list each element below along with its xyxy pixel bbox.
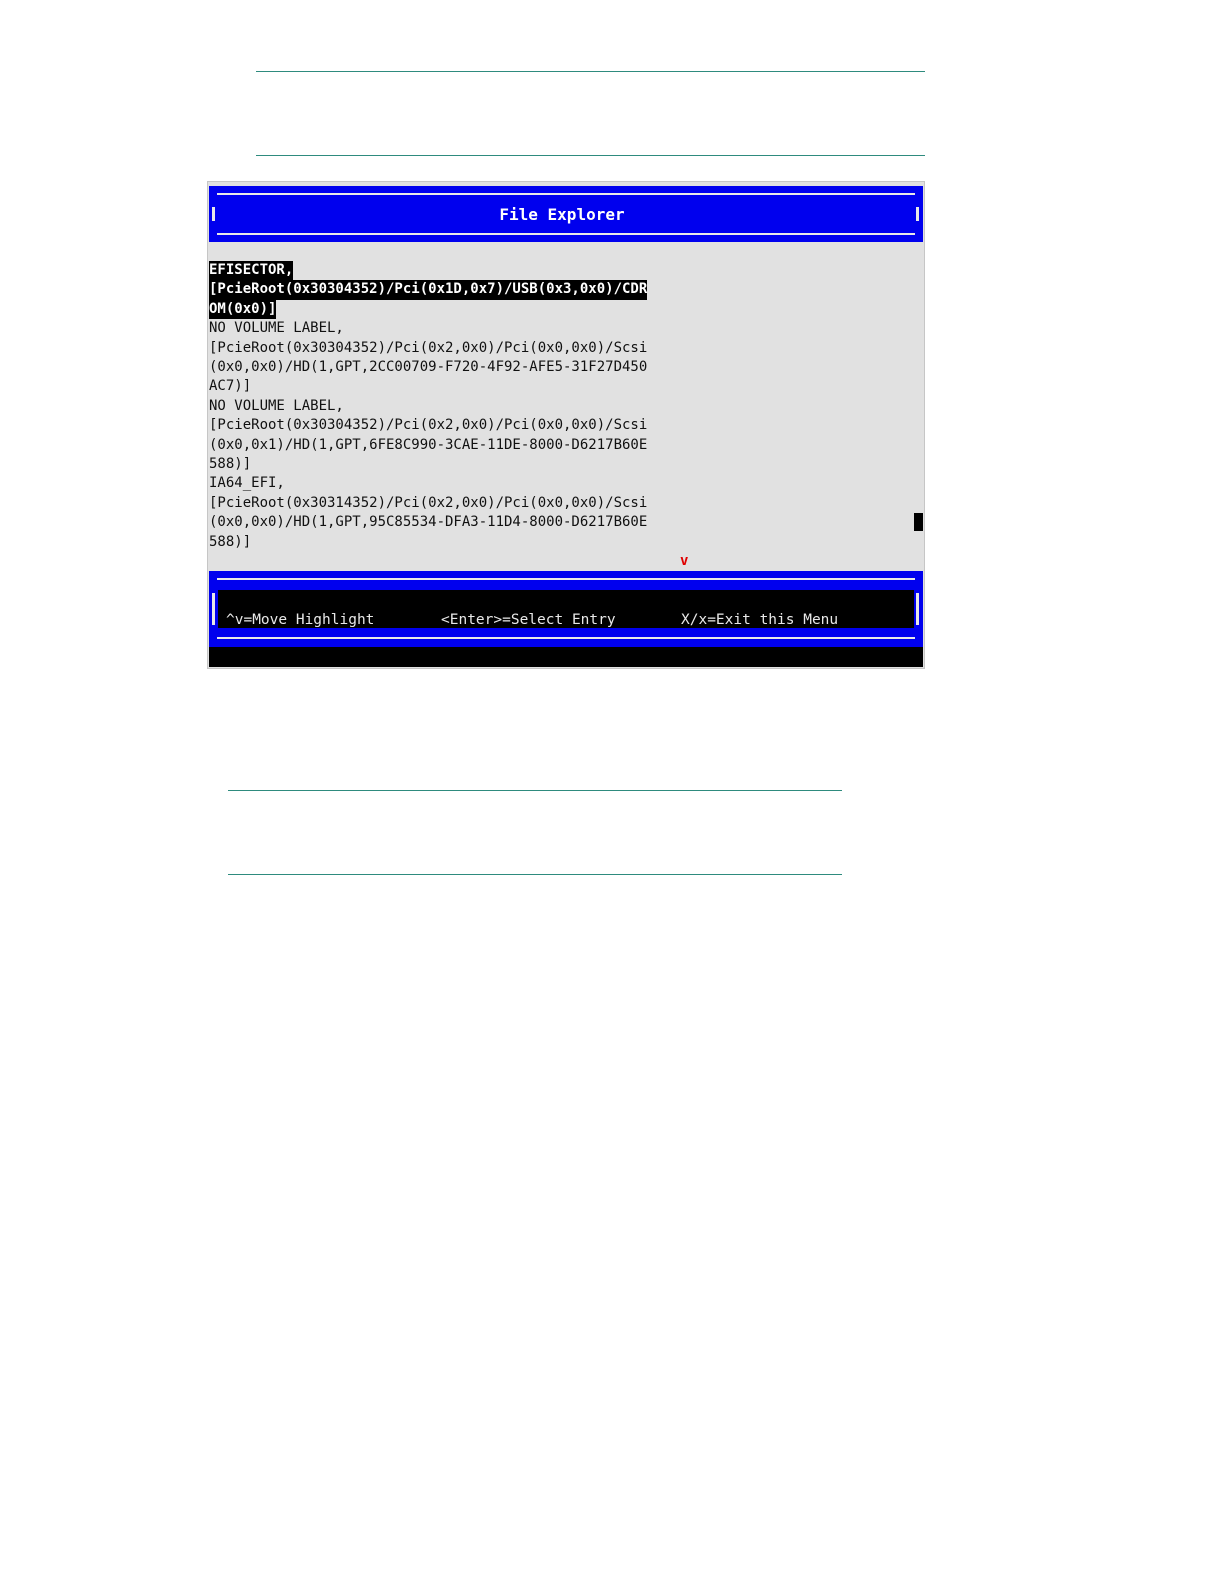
entry-device-path: [PcieRoot(0x30304352)/Pci(0x2,0x0)/Pci(0x0,0x0)/Scsi — [209, 339, 648, 356]
title-bar — [209, 186, 923, 242]
entry-line — [209, 533, 679, 552]
file-system-list — [209, 261, 679, 552]
entry-device-path: [PcieRoot(0x30304352)/Pci(0x2,0x0)/Pci(0x0,0x0)/Scsi — [209, 417, 648, 434]
entry-label: IA64_EFI, — [209, 475, 285, 492]
entry-device-path: [PcieRoot(0x30314352)/Pci(0x2,0x0)/Pci(0x0,0x0)/Scsi — [209, 494, 648, 511]
entry-line — [209, 513, 679, 532]
entry-device-path: (0x0,0x1)/HD(1,GPT,6FE8C990-3CAE-11DE-8000-D6217B60E — [209, 436, 648, 453]
footer-frame-top — [217, 578, 915, 580]
bottom-rule-2 — [228, 874, 842, 875]
entry-device-path: OM(0x0)] — [209, 300, 276, 319]
title-frame-right — [916, 207, 919, 221]
footer-frame-right — [916, 593, 919, 625]
footer-bar — [209, 571, 923, 647]
entry-device-path: (0x0,0x0)/HD(1,GPT,95C85534-DFA3-11D4-8000-D6217B60E — [209, 514, 648, 531]
entry-label: NO VOLUME LABEL, — [209, 320, 344, 337]
file-system-entry[interactable] — [209, 474, 679, 552]
entry-line — [209, 280, 679, 299]
entry-label: EFISECTOR, — [209, 261, 293, 280]
text-cursor — [914, 513, 923, 531]
title-frame-bottom — [217, 233, 915, 235]
entry-device-path: 588)] — [209, 533, 252, 550]
scroll-down-icon: v — [680, 553, 689, 569]
entry-device-path: [PcieRoot(0x30304352)/Pci(0x1D,0x7)/USB(0x3,0x0)/CDR — [209, 280, 647, 299]
title-frame-top — [217, 193, 915, 195]
entry-label: NO VOLUME LABEL, — [209, 397, 344, 414]
entry-line — [209, 261, 679, 280]
entry-line — [209, 494, 679, 513]
entry-line — [209, 339, 679, 358]
bottom-rule-1 — [228, 790, 842, 791]
footer-frame-left — [212, 593, 215, 625]
console-bottom-strip — [209, 647, 923, 667]
efi-console-screenshot — [207, 181, 925, 669]
entry-line — [209, 416, 679, 435]
entry-device-path: 588)] — [209, 456, 252, 473]
move-highlight-hint: ^v=Move Highlight — [226, 612, 375, 628]
entry-device-path: AC7)] — [209, 378, 252, 395]
entry-line — [209, 300, 679, 319]
entry-line — [209, 358, 679, 377]
file-system-entry[interactable] — [209, 397, 679, 475]
file-system-entry[interactable] — [209, 319, 679, 397]
entry-line — [209, 455, 679, 474]
select-entry-hint: <Enter>=Select Entry — [441, 612, 616, 628]
exit-menu-hint: X/x=Exit this Menu — [681, 612, 839, 628]
top-rule-1 — [256, 71, 925, 72]
entry-line — [209, 397, 679, 416]
file-system-entry-selected[interactable] — [209, 261, 679, 319]
footer-frame-bottom — [217, 637, 915, 639]
entry-line — [209, 436, 679, 455]
entry-device-path: (0x0,0x0)/HD(1,GPT,2CC00709-F720-4F92-AFE5-31F27D450 — [209, 359, 648, 376]
entry-line — [209, 377, 679, 396]
top-rule-2 — [256, 155, 925, 156]
entry-line — [209, 319, 679, 338]
entry-line — [209, 474, 679, 493]
window-title: File Explorer — [499, 205, 625, 224]
